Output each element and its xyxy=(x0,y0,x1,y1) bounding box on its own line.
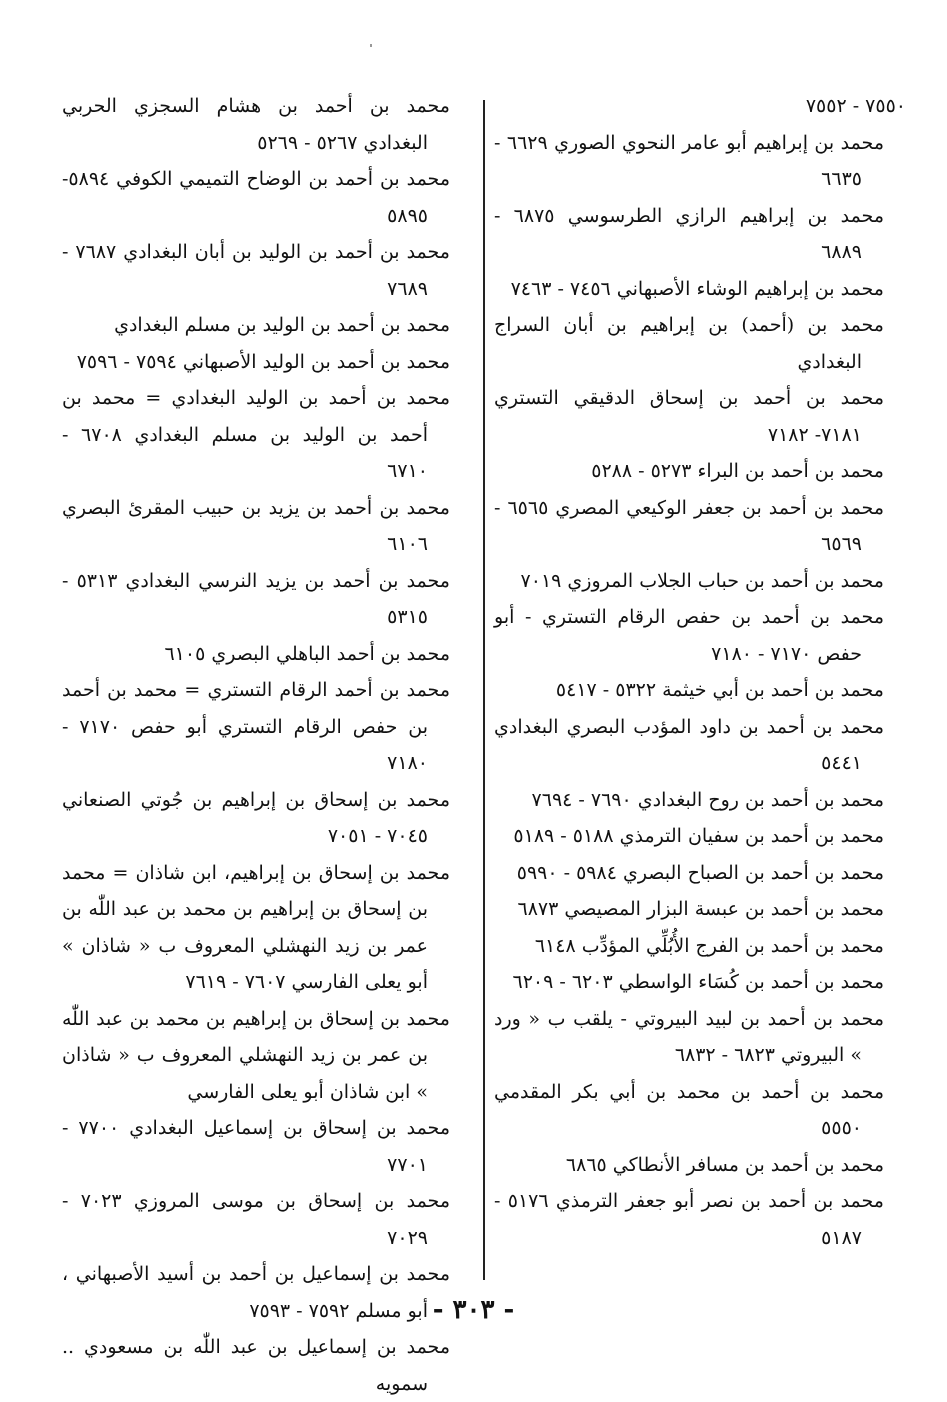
index-entry: محمد بن أحمد بن إسحاق الدقيقي التستري ٧١٨١- ٧١٨٢ xyxy=(494,387,884,446)
index-column-left xyxy=(62,88,472,1395)
index-entry: محمد بن أحمد بن محمد بن أبي بكر المقدمي ٥٥٥٠ xyxy=(494,1080,884,1139)
index-entry: محمد بن أحمد بن يزيد النرسي البغدادي ٥٣١٣ - ٥٣١٥ xyxy=(62,569,450,628)
index-entry: محمد بن أحمد بن حفص الرقام التستري - أبو حفص ٧١٧٠ - ٧١٨٠ xyxy=(494,606,884,665)
index-entry: محمد بن إسماعيل بن أحمد بن أسيد الأصبهاني ، أبو مسلم ٧٥٩٢ - ٧٥٩٣ xyxy=(62,1263,450,1322)
index-entry: محمد بن أحمد بن الصباح البصري ٥٩٨٤ - ٥٩٩٠ xyxy=(516,861,884,884)
index-entry: محمد بن إسحاق بن موسى المروزي ٧٠٢٣ - ٧٠٢٩ xyxy=(62,1190,451,1249)
index-entry: محمد بن أحمد بن سفيان الترمذي ٥١٨٨ - ٥١٨٩ xyxy=(513,825,884,847)
index-column-right xyxy=(494,88,906,1288)
index-entry: ٧٥٥٠ - ٧٥٥٢ xyxy=(805,95,906,117)
index-entry: محمد بن إبراهيم الوشاء الأصبهاني ٧٤٥٦ - ٧٤٦٣ xyxy=(510,277,884,300)
index-entry: محمد بن إسحاق بن إبراهيم، ابن شاذان = محمد بن إسحاق بن إبراهيم بن محمد بن عبد اللّٰه بن عمر بن زيد النهشلي المعروف ب « شاذان » أبو يعلى الفارسي ٧٦٠٧ - ٧٦١٩ xyxy=(62,861,450,993)
index-entry: محمد بن (أحمد) بن إبراهيم بن أبان السراج البغدادي xyxy=(494,314,884,373)
page-number: - ٣٠٣ - xyxy=(432,1295,515,1325)
index-entry: محمد بن أحمد بن الوليد بن أبان البغدادي ٧٦٨٧ - ٧٦٨٩ xyxy=(62,241,450,300)
index-entry: محمد بن أحمد بن الفرج الأُبُلِّي المؤدِّب ٦١٤٨ xyxy=(534,934,884,957)
index-entry: محمد بن أحمد بن هشام السجزي الحربي البغدادي ٥٢٦٧ - ٥٢٦٩ xyxy=(62,95,450,154)
index-entry: محمد بن إسماعيل بن عبد اللّٰه بن مسعودي .. سمويه xyxy=(62,1336,450,1395)
index-entry: محمد بن أحمد بن الوليد الأصبهاني ٧٥٩٤ - ٧٥٩٦ xyxy=(76,350,450,373)
index-entry: محمد بن أحمد بن يزيد بن حبيب المقرئ البصري ٦١٠٦ xyxy=(62,496,450,555)
index-entry: محمد بن أحمد بن نصر أبو جعفر الترمذي ٥١٧٦ - ٥١٨٧ xyxy=(494,1190,884,1249)
index-entry: محمد بن أحمد الباهلي البصري ٦١٠٥ xyxy=(164,642,450,665)
index-entry: محمد بن إسحاق بن إبراهيم بن جُوتي الصنعاني ٧٠٤٥ - ٧٠٥١ xyxy=(62,788,450,847)
index-entry: محمد بن أحمد الرقام التستري = محمد بن أحمد بن حفص الرقام التستري أبو حفص ٧١٧٠ - ٧١٨٠ xyxy=(62,679,450,774)
index-entry: محمد بن أحمد بن عبسة البزار المصيصي ٦٨٧٣ xyxy=(517,898,884,920)
index-entry: محمد بن أحمد بن البراء ٥٢٧٣ - ٥٢٨٨ xyxy=(591,460,884,482)
index-entry: محمد بن إبراهيم أبو عامر النحوي الصوري ٦٦٢٩ - ٦٦٣٥ xyxy=(494,131,885,190)
index-entry: محمد بن أحمد بن أبي خيثمة ٥٣٢٢ - ٥٤١٧ xyxy=(555,679,884,701)
index-entry: محمد بن أحمد بن روح البغدادي ٧٦٩٠ - ٧٦٩٤ xyxy=(531,788,884,811)
index-entry: محمد بن أحمد بن الوليد البغدادي = محمد بن أحمد بن الوليد بن مسلم البغدادي ٦٧٠٨ - ٦٧١٠ xyxy=(62,387,450,482)
index-entry: محمد بن أحمد بن مسافر الأنطاكي ٦٨٦٥ xyxy=(565,1153,884,1176)
index-entry: محمد بن أحمد بن الوضاح التميمي الكوفي ٥٨٩٤- ٥٨٩٥ xyxy=(62,168,450,227)
index-entry: محمد بن إسحاق بن إسماعيل البغدادي ٧٧٠٠ - ٧٧٠١ xyxy=(62,1117,450,1176)
index-entry: محمد بن أحمد بن داود المؤدب البصري البغدادي ٥٤٤١ xyxy=(494,715,884,774)
index-entry: محمد بن أحمد بن لبيد البيروتي - يلقب ب « ورد » البيروتي ٦٨٢٣ - ٦٨٣٢ xyxy=(494,1007,884,1066)
index-entry: محمد بن أحمد بن حباب الجلاب المروزي ٧٠١٩ xyxy=(520,569,884,592)
index-entry: محمد بن أحمد بن الوليد بن مسلم البغدادي xyxy=(114,314,450,336)
index-entry: محمد بن إسحاق بن إبراهيم بن محمد بن عبد اللّٰه بن عمر بن زيد النهشلي المعروف ب « شاذان » ابن شاذان أبو يعلى الفارسي xyxy=(62,1007,450,1103)
column-divider xyxy=(483,100,485,1280)
index-entry: محمد بن أحمد بن جعفر الوكيعي المصري ٦٥٦٥ - ٦٥٦٩ xyxy=(494,496,884,555)
index-entry: محمد بن أحمد بن كُسَاء الواسطي ٦٢٠٣ - ٦٢٠٩ xyxy=(512,971,884,993)
index-entry: محمد بن إبراهيم الرازي الطرسوسي ٦٨٧٥ - ٦٨٨٩ xyxy=(494,204,884,263)
scan-speck xyxy=(370,44,372,47)
